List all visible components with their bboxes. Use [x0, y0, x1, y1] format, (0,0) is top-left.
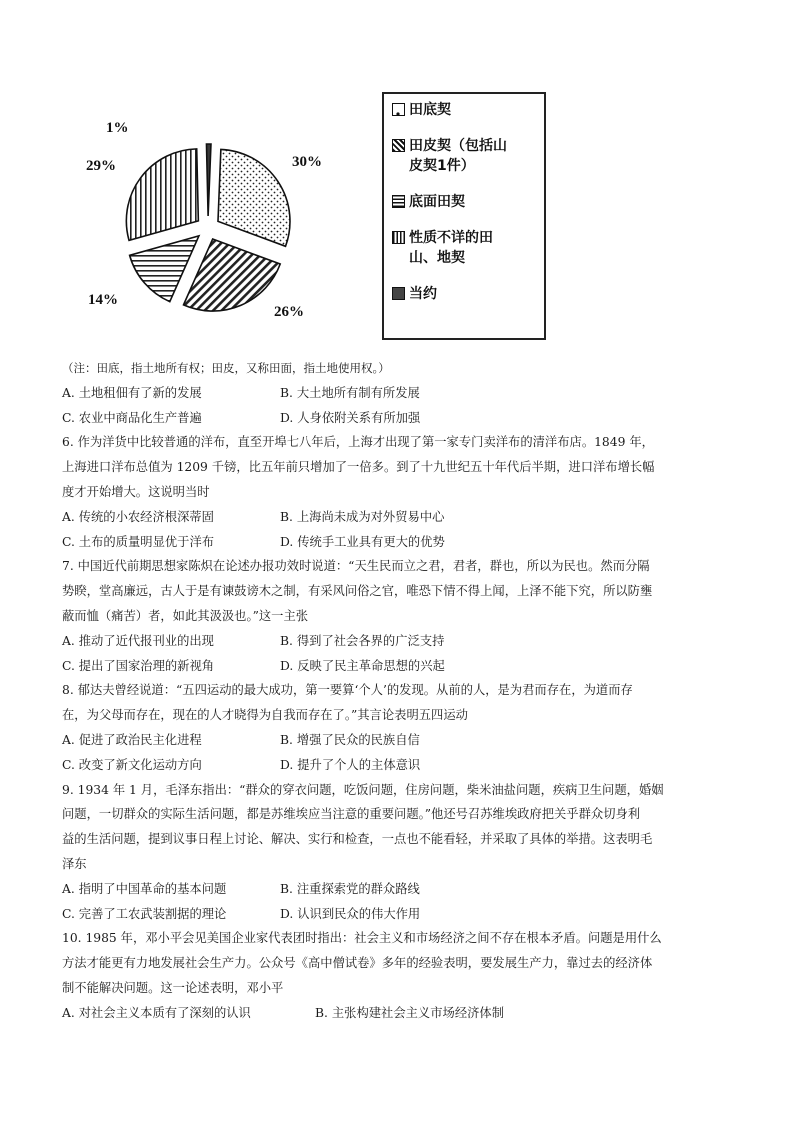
question-content [62, 356, 742, 1026]
slice-label-dangyue: 1% [106, 120, 129, 136]
q7-option-d[interactable]: D. 反映了民主革命思想的兴起 [280, 658, 445, 673]
q9-stem-line: 泽东 [62, 856, 87, 871]
q5-option-a[interactable]: A. 土地租佃有了新的发展 [62, 385, 202, 400]
legend-label: 田皮契（包括山 [409, 138, 507, 154]
q5-option-b[interactable]: B. 大土地所有制有所发展 [280, 385, 420, 400]
q8-stem-line: 8. 郁达夫曾经说道：“五四运动的最大成功，第一要算‘个人’的发现。从前的人，是为君而存在，为道而存 [62, 683, 633, 698]
slice-dangyue [206, 144, 211, 216]
q9-option-b[interactable]: B. 注重探索党的群众路线 [280, 881, 420, 896]
slice-label-unknown: 29% [86, 158, 116, 174]
q6-options-row-1 [62, 505, 742, 530]
chart-note: （注：田底，指土地所有权；田皮，又称田面，指土地使用权。） [62, 361, 390, 375]
q9-stem-line: 益的生活问题，提到议事日程上讨论、解决、实行和检查，一点也不能看轻，并采取了具体的举措。这表明毛 [62, 832, 653, 847]
q8-option-c[interactable]: C. 改变了新文化运动方向 [62, 757, 202, 772]
q8-option-b[interactable]: B. 增强了民众的民族自信 [280, 732, 420, 747]
q8-stem-line: 在，为父母而存在，现在的人才晓得为自我而存在了。”其言论表明五四运动 [62, 708, 468, 723]
q7-stem-line: 7. 中国近代前期思想家陈炽在论述办报功效时说道：“天生民而立之君，君者，群也，所以为民也。然而分隔 [62, 559, 650, 574]
diagonal-pattern-icon [392, 139, 405, 152]
q6-option-c[interactable]: C. 土布的质量明显优于洋布 [62, 534, 215, 549]
q8-option-d[interactable]: D. 提升了个人的主体意识 [280, 757, 421, 772]
slice-label-tianpi: 26% [274, 304, 304, 320]
q9-option-d[interactable]: D. 认识到民众的伟大作用 [280, 906, 421, 921]
legend-item-dangyue [392, 284, 536, 304]
legend-label: 底面田契 [409, 194, 465, 210]
land-contract-pie-chart [60, 80, 560, 350]
chart-legend [382, 92, 546, 340]
legend-label: 田底契 [409, 102, 451, 118]
q6-option-a[interactable]: A. 传统的小农经济根深蒂固 [62, 509, 214, 524]
q5-option-d[interactable]: D. 人身依附关系有所加强 [280, 410, 421, 425]
q7-stem-line: 势睽，堂高廉远，古人于是有谏鼓谤木之制，有采风问俗之官，唯恐下情不得上闻，上泽不能下究，所以防壅 [62, 584, 653, 599]
q7-options-row-2 [62, 654, 742, 679]
slice-tianpi [184, 239, 281, 311]
q7-option-b[interactable]: B. 得到了社会各界的广泛支持 [280, 633, 445, 648]
q7-stem-line: 蔽而恤（痛苦）者，如此其汲汲也。”这一主张 [62, 608, 309, 623]
q5-option-c[interactable]: C. 农业中商品化生产普遍 [62, 410, 202, 425]
legend-label: 山、地契 [409, 250, 465, 266]
q10-stem-line: 制不能解决问题。这一论述表明，邓小平 [62, 980, 284, 995]
q9-option-a[interactable]: A. 指明了中国革命的基本问题 [62, 881, 227, 896]
slice-label-tiandi: 30% [292, 154, 322, 170]
legend-label: 当约 [409, 286, 437, 302]
vertical-pattern-icon [392, 231, 405, 244]
q9-options-row-1 [62, 877, 742, 902]
q9-stem-line: 问题，一切群众的实际生活问题，都是苏维埃应当注意的重要问题。”他还号召苏维埃政府把关乎群众切身利 [62, 807, 641, 822]
q10-stem-line: 10. 1985 年，邓小平会见美国企业家代表团时指出：社会主义和市场经济之间不存在根本矛盾。问题是用什么 [62, 931, 662, 946]
q6-option-d[interactable]: D. 传统手工业具有更大的优势 [280, 534, 445, 549]
q9-option-c[interactable]: C. 完善了工农武装割据的理论 [62, 906, 227, 921]
q8-option-a[interactable]: A. 促进了政治民主化进程 [62, 732, 202, 747]
legend-item-tianpi [392, 136, 536, 176]
q7-options-row-1 [62, 629, 742, 654]
legend-item-unknown [392, 228, 536, 268]
slice-unknown [126, 149, 198, 240]
q6-stem-line: 6. 作为洋货中比较普通的洋布，直至开埠七八年后，上海才出现了第一家专门卖洋布的清洋布店。1849 年， [62, 435, 654, 450]
q8-options-row-1 [62, 728, 742, 753]
q9-options-row-2 [62, 902, 742, 927]
q6-stem-line: 上海进口洋布总值为 1209 千镑，比五年前只增加了一倍多。到了十九世纪五十年代后半期，进口洋布增长幅 [62, 460, 655, 475]
legend-label: 性质不详的田 [409, 230, 493, 246]
q7-option-c[interactable]: C. 提出了国家治理的新视角 [62, 658, 215, 673]
slice-tiandi [218, 149, 290, 246]
q9-stem-line: 9. 1934 年 1 月，毛泽东指出：“群众的穿衣问题，吃饭问题，住房问题，柴米油盐问题，疾病卫生问题，婚姻 [62, 782, 664, 797]
q10-stem-line: 方法才能更有力地发展社会生产力。公众号《高中僧试卷》多年的经验表明，要发展生产力，靠过去的经济体 [62, 956, 653, 971]
q6-options-row-2 [62, 530, 742, 555]
dots-pattern-icon [392, 103, 405, 116]
solid-pattern-icon [392, 287, 405, 300]
legend-label: 皮契1件） [409, 158, 475, 174]
legend-item-dimian [392, 192, 536, 212]
q8-options-row-2 [62, 753, 742, 778]
horizontal-pattern-icon [392, 195, 405, 208]
q6-stem-line: 度才开始增大。这说明当时 [62, 484, 210, 499]
slice-label-dimian: 14% [88, 292, 118, 308]
q7-option-a[interactable]: A. 推动了近代报刊业的出现 [62, 633, 214, 648]
q5-options-row-2 [62, 406, 742, 431]
q6-option-b[interactable]: B. 上海尚未成为对外贸易中心 [280, 509, 445, 524]
q10-options-row-1 [62, 1001, 742, 1026]
q5-options-row-1 [62, 381, 742, 406]
q10-option-a[interactable]: A. 对社会主义本质有了深刻的认识 [62, 1005, 251, 1020]
legend-item-tiandi [392, 100, 536, 120]
q10-option-b[interactable]: B. 主张构建社会主义市场经济体制 [315, 1005, 505, 1020]
